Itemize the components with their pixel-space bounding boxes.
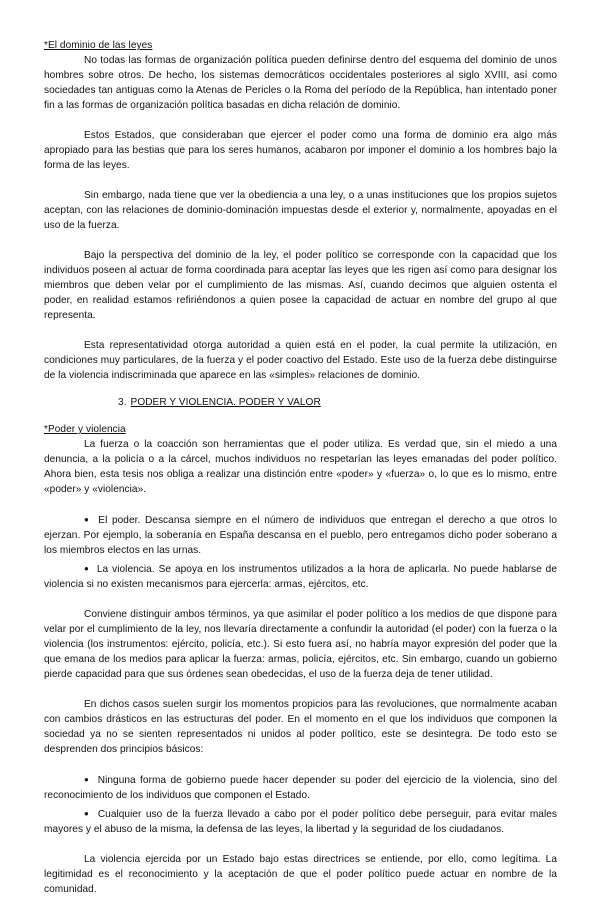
paragraph: La violencia ejercida por un Estado bajo estas directrices se entiende, por ello, como legítima. La legitimidad es el reconocimiento y la aceptación de que el poder político puede actuar en nombre de la comunidad. bbox=[44, 854, 557, 895]
heading-dominio-leyes: *El dominio de las leyes bbox=[44, 40, 153, 51]
bullet-icon: ● bbox=[84, 564, 90, 573]
principle-text: Ninguna forma de gobierno puede hacer depender su poder del ejercicio de la violencia, sino del reconocimiento de los individuos que componen el Estado. bbox=[44, 775, 558, 801]
paragraph: Conviene distinguir ambos términos, ya que asimilar el poder político a los medios de que dispone para velar por el cumplimiento de la ley, nos llevaría directamente a confundir la autoridad (el poder) con la fuerza o la violencia (los instrumentos: ejército, policía, etc.). Si esto fuera así, no habría mayor expresión del poder que la que emana de los medios para aplicar la fuerza: armas, policía, ejércitos, etc. Sin embargo, cuando un gobierno pierde capacidad para que sus órdenes sean obedecidas, el uso de la fuerza deja de tener utilidad. bbox=[44, 609, 557, 680]
section-number: 3. bbox=[118, 397, 127, 408]
paragraph: La fuerza o la coacción son herramientas que el poder utiliza. Es verdad que, sin el miedo a una denuncia, a la policía o a la cárcel, muchos individuos no respetarían las leyes emanadas del poder político. Ahora bien, esta tesis nos obliga a realizar una distinción entre «poder» y «fuerza» o, lo que es lo mismo, entre «poder» y «violencia». bbox=[44, 439, 557, 495]
document-page bbox=[44, 38, 557, 912]
bullet-icon: ● bbox=[84, 515, 91, 524]
principle-item bbox=[44, 772, 557, 803]
bullet-text: El poder. Descansa siempre en el número de individuos que entregan el derecho a que otros lo ejerzan. Por ejemplo, la soberanía en España descansa en el pueblo, pero entregamos dicho poder soberano a los miembros electos en las urnas. bbox=[44, 515, 557, 556]
paragraph: Bajo la perspectiva del dominio de la ley, el poder político se corresponde con la capacidad que los individuos poseen al actuar de forma coordinada para aceptar las leyes que les rigen así como para designar los miembros que deben velar por el cumplimiento de las mismas. Así, cuando decimos que alguien ostenta el poder, en realidad estamos refiriéndonos a quien posee la capacidad de actuar en nombre del grupo al que representa. bbox=[44, 250, 557, 321]
bullet-text: La violencia. Se apoya en los instrumentos utilizados a la hora de aplicarla. No puede hablarse de violencia si no existen mecanismos para ejercerla: armas, ejércitos, etc. bbox=[44, 564, 557, 590]
heading-poder-violencia: *Poder y violencia bbox=[44, 424, 126, 435]
principle-item bbox=[44, 806, 557, 837]
paragraph: Esta representatividad otorga autoridad a quien está en el poder, la cual permite la utilización, en condiciones muy particulares, de la fuerza y el poder coactivo del Estado. Este uso de la fuerza debe distinguirse de la violencia indiscriminada que aparece en las «simples» relaciones de dominio. bbox=[44, 340, 557, 381]
paragraph: Estos Estados, que consideraban que ejercer el poder como una forma de dominio era algo más apropiado para las bestias que para los seres humanos, acabaron por imponer el dominio a los hombres bajo la forma de las leyes. bbox=[44, 130, 557, 171]
bullet-icon: ● bbox=[84, 809, 91, 818]
paragraph: No todas las formas de organización política pueden definirse dentro del esquema del dominio de unos hombres sobre otros. De hecho, los sistemas democráticos occidentales posteriores al siglo XVIII, así como sociedades tan antiguas como la Atenas de Pericles o la Roma del período de la República, han intentado poner fin a las formas de organización política basadas en dicha relación de dominio. bbox=[44, 55, 557, 111]
principle-text: Cualquier uso de la fuerza llevado a cabo por el poder político debe perseguir, para evitar males mayores y el abuso de la misma, la defensa de las leyes, la libertad y la seguridad de los ciudadanos. bbox=[44, 809, 557, 835]
bullet-icon: ● bbox=[84, 775, 91, 784]
section-title-text: PODER Y VIOLENCIA. PODER Y VALOR bbox=[130, 397, 321, 408]
bullet-item bbox=[44, 561, 557, 592]
paragraph: En dichos casos suelen surgir los momentos propicios para las revoluciones, que normalmente acaban con cambios drásticos en las estructuras del poder. En el momento en el que los individuos que componen la sociedad ya no se sienten representados ni unidos al poder político, este se desintegra. De todo esto se desprenden dos principios básicos: bbox=[44, 699, 557, 755]
paragraph: Sin embargo, nada tiene que ver la obediencia a una ley, o a unas instituciones que los propios sujetos aceptan, con las relaciones de dominio-dominación impuestas desde el exterior y, normalmente, apoyadas en el uso de la fuerza. bbox=[44, 190, 557, 231]
section-title bbox=[118, 395, 557, 410]
bullet-item bbox=[44, 512, 557, 558]
